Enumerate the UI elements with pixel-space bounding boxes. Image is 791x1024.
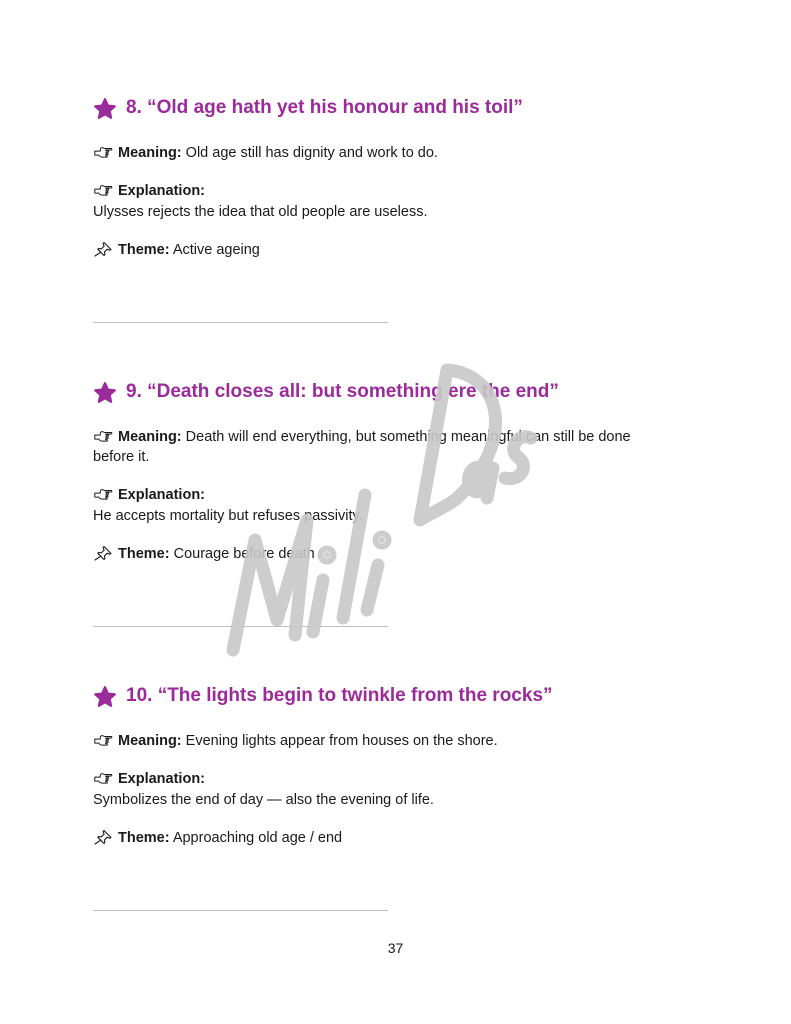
explanation-line bbox=[93, 181, 693, 201]
section-divider bbox=[93, 322, 388, 323]
meaning-line bbox=[93, 427, 693, 447]
section-title: 9. “Death closes all: but something ere the end” bbox=[126, 381, 559, 402]
meaning-line bbox=[93, 731, 693, 751]
pointing-hand-icon bbox=[93, 486, 113, 502]
quote-section-8 bbox=[93, 95, 713, 258]
theme-label: Theme: bbox=[118, 546, 170, 562]
theme-label: Theme: bbox=[118, 242, 170, 258]
pointing-hand-icon bbox=[93, 732, 113, 748]
explanation-label: Explanation: bbox=[118, 183, 206, 199]
pointing-hand-icon bbox=[93, 428, 113, 444]
explanation-line bbox=[93, 485, 693, 505]
explanation-text: Symbolizes the end of day — also the evening of life. bbox=[93, 792, 434, 808]
theme-text: Approaching old age / end bbox=[172, 830, 343, 846]
explanation-label: Explanation: bbox=[118, 771, 206, 787]
explanation-line bbox=[93, 769, 693, 789]
meaning-text: Evening lights appear from houses on the shore. bbox=[185, 733, 498, 749]
section-title: 8. “Old age hath yet his honour and his toil” bbox=[126, 97, 523, 118]
section-heading bbox=[93, 379, 713, 409]
explanation-text: He accepts mortality but refuses passivity. bbox=[93, 508, 363, 524]
quote-section-9 bbox=[93, 379, 713, 562]
theme-line bbox=[93, 828, 693, 848]
theme-label: Theme: bbox=[118, 830, 170, 846]
section-heading bbox=[93, 95, 713, 125]
page-number: 37 bbox=[387, 940, 404, 956]
pointing-hand-icon bbox=[93, 770, 113, 786]
meaning-label: Meaning: bbox=[118, 429, 182, 445]
star-icon bbox=[93, 381, 117, 405]
pushpin-icon bbox=[93, 829, 113, 845]
pushpin-icon bbox=[93, 241, 113, 257]
meaning-label: Meaning: bbox=[118, 145, 182, 161]
explanation-text: Ulysses rejects the idea that old people are useless. bbox=[93, 204, 428, 220]
quote-section-10 bbox=[93, 683, 713, 846]
theme-line bbox=[93, 544, 693, 564]
section-heading bbox=[93, 683, 713, 713]
theme-text: Active ageing bbox=[172, 242, 260, 258]
meaning-label: Meaning: bbox=[118, 733, 182, 749]
pointing-hand-icon bbox=[93, 144, 113, 160]
meaning-text-cont: before it. bbox=[93, 449, 150, 465]
star-icon bbox=[93, 685, 117, 709]
pointing-hand-icon bbox=[93, 182, 113, 198]
explanation-label: Explanation: bbox=[118, 487, 206, 503]
theme-text: Courage before death bbox=[173, 546, 315, 562]
star-icon bbox=[93, 97, 117, 121]
section-divider bbox=[93, 626, 388, 627]
pushpin-icon bbox=[93, 545, 113, 561]
section-title: 10. “The lights begin to twinkle from the rocks” bbox=[126, 685, 553, 706]
meaning-line bbox=[93, 143, 693, 163]
meaning-text: Old age still has dignity and work to do. bbox=[185, 145, 438, 161]
meaning-text: Death will end everything, but something meaningful can still be done bbox=[185, 429, 631, 445]
section-divider bbox=[93, 910, 388, 911]
theme-line bbox=[93, 240, 693, 260]
